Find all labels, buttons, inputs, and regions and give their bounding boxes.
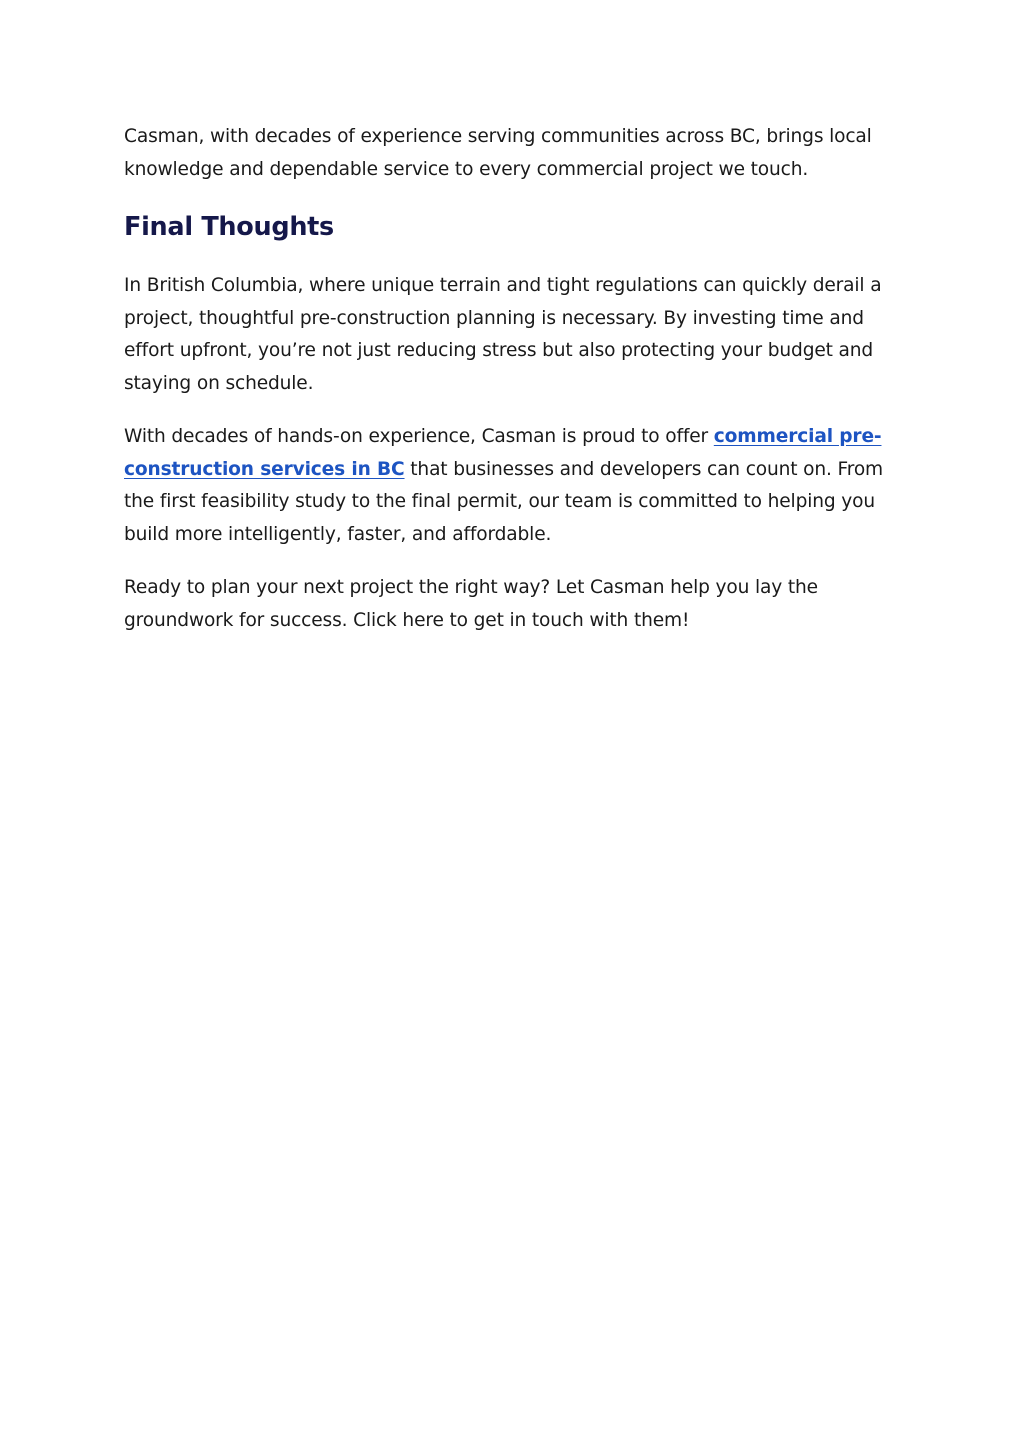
paragraph-british-columbia: In British Columbia, where unique terrain and tight regulations can quickly derail a project, thoughtful pre-construction planning is necessary. By investing time and effort upfront, you’re not just reducing stress but also protecting your budget and staying on schedule. (124, 275, 882, 394)
commercial-preconstruction-services-link[interactable]: commercial pre-construction services in BC (124, 426, 882, 480)
paragraph-text-after-link: that businesses and developers can count on. From the first feasibility study to the final permit, our team is committed to helping you build more intelligently, faster, and affordable. (124, 458, 884, 545)
paragraph-call-to-action: Ready to plan your next project the right way? Let Casman help you lay the groundwork for success. Click here to get in touch with them! (124, 577, 818, 631)
paragraph-text-before-link: With decades of hands-on experience, Casman is proud to offer (124, 426, 714, 447)
intro-paragraph: Casman, with decades of experience serving communities across BC, brings local knowledge and dependable service to every commercial project we touch. (124, 126, 872, 180)
document-page (124, 121, 914, 658)
section-heading-final-thoughts: Final Thoughts (124, 212, 334, 242)
paragraph-hands-on-experience (124, 421, 914, 551)
